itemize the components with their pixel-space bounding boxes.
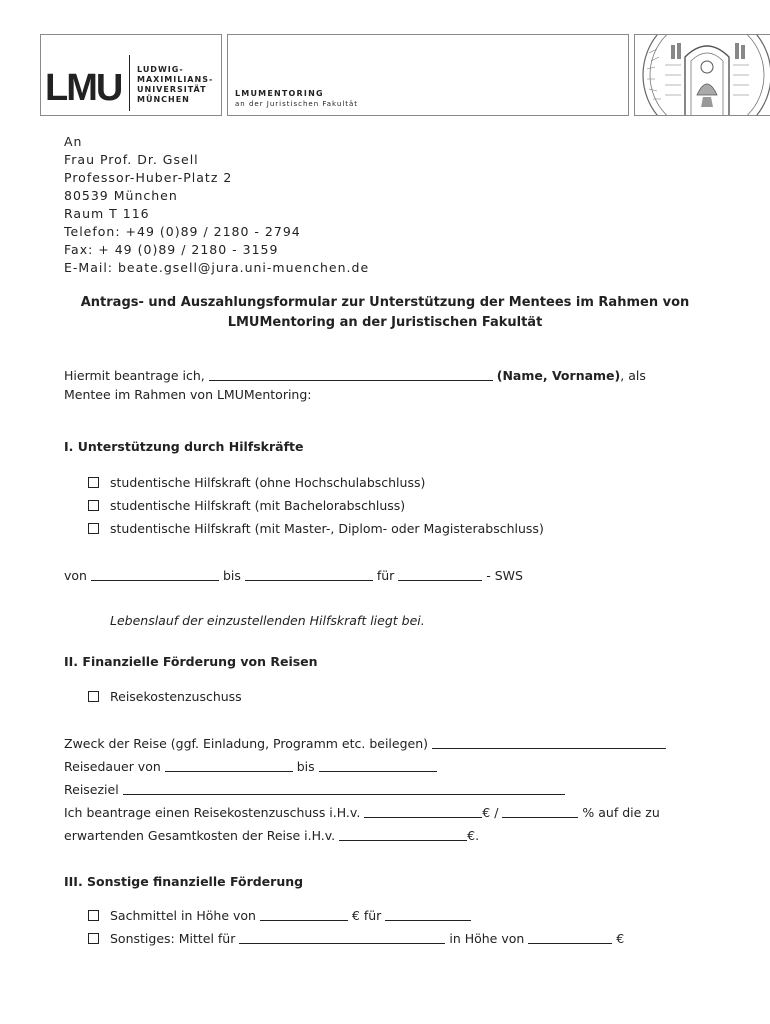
address-line: Professor-Huber-Platz 2 — [64, 170, 233, 185]
recipient-address — [64, 133, 369, 277]
address-line: Fax: + 49 (0)89 / 2180 - 3159 — [64, 242, 279, 257]
checkbox[interactable] — [88, 477, 99, 488]
university-seal-icon — [635, 35, 770, 115]
antrag-line: Ich beantrage einen Reisekostenzuschuss i.H.v. € / % auf die zu — [64, 805, 660, 820]
gesamtkosten-field[interactable] — [339, 828, 467, 841]
program-title: LMUMENTORING — [235, 89, 324, 98]
checkbox[interactable] — [88, 500, 99, 511]
checkbox[interactable] — [88, 933, 99, 944]
address-line: An — [64, 134, 83, 149]
zweck-field[interactable] — [432, 736, 666, 749]
dauer-line: Reisedauer von bis — [64, 758, 437, 776]
zweck-line: Zweck der Reise (ggf. Einladung, Programm etc. beilegen) — [64, 735, 666, 753]
intro-line-1: Hiermit beantrage ich, (Name, Vorname), als — [64, 368, 646, 383]
address-line: Raum T 116 — [64, 206, 150, 221]
intro-line-2: Mentee im Rahmen von LMUMentoring: — [64, 387, 312, 402]
logo-divider — [129, 55, 130, 111]
sonstiges-betrag-field[interactable] — [528, 931, 612, 944]
sonstiges-zweck-field[interactable] — [239, 931, 445, 944]
von-field[interactable] — [91, 568, 219, 581]
prozent-field[interactable] — [502, 805, 578, 818]
address-line: Frau Prof. Dr. Gsell — [64, 152, 199, 167]
sws-field[interactable] — [398, 568, 482, 581]
name-field[interactable] — [209, 368, 493, 381]
form-title: Antrags- und Auszahlungsformular zur Unterstützung der Mentees im Rahmen von LMUMentoring an der Juristischen Fakultät — [80, 295, 690, 330]
checkbox[interactable] — [88, 910, 99, 921]
sachmittel-betrag-field[interactable] — [260, 908, 348, 921]
section-3-heading: III. Sonstige finanzielle Förderung — [64, 874, 304, 889]
gesamt-line: erwartenden Gesamtkosten der Reise i.H.v. €. — [64, 828, 480, 843]
option-reisekostenzuschuss[interactable]: Reisekostenzuschuss — [88, 688, 242, 706]
ziel-field[interactable] — [123, 782, 565, 795]
hilfskraft-period: von bis für - SWS — [64, 568, 523, 583]
bis-field[interactable] — [245, 568, 373, 581]
dauer-von-field[interactable] — [165, 759, 293, 772]
address-line: 80539 München — [64, 188, 178, 203]
ziel-line: Reiseziel — [64, 781, 565, 799]
option-hilfskraft-ohne[interactable]: studentische Hilfskraft (ohne Hochschulabschluss) — [88, 474, 425, 492]
sachmittel-zweck-field[interactable] — [385, 908, 471, 921]
option-hilfskraft-bachelor[interactable]: studentische Hilfskraft (mit Bachelorabschluss) — [88, 497, 405, 515]
option-sachmittel[interactable]: Sachmittel in Höhe von € für — [88, 907, 471, 925]
cv-note: Lebenslauf der einzustellenden Hilfskraft liegt bei. — [110, 613, 425, 628]
section-1-heading: I. Unterstützung durch Hilfskräfte — [64, 439, 304, 454]
dauer-bis-field[interactable] — [319, 759, 437, 772]
option-hilfskraft-master[interactable]: studentische Hilfskraft (mit Master-, Diplom- oder Magisterabschluss) — [88, 520, 544, 538]
option-sonstiges[interactable]: Sonstiges: Mittel für in Höhe von € — [88, 930, 624, 948]
program-box — [227, 34, 629, 116]
lmu-logo: LMU — [45, 67, 122, 109]
address-line: E-Mail: beate.gsell@jura.uni-muenchen.de — [64, 260, 370, 275]
checkbox[interactable] — [88, 523, 99, 534]
checkbox[interactable] — [88, 691, 99, 702]
address-line: Telefon: +49 (0)89 / 2180 - 2794 — [64, 224, 301, 239]
seal-box — [634, 34, 770, 116]
program-subtitle: an der Juristischen Fakultät — [235, 100, 359, 108]
section-2-heading: II. Finanzielle Förderung von Reisen — [64, 654, 318, 669]
university-name: LUDWIG- MAXIMILIANS- UNIVERSITÄT MÜNCHEN — [137, 65, 214, 104]
lmu-logo-box — [40, 34, 222, 116]
zuschuss-betrag-field[interactable] — [364, 805, 482, 818]
